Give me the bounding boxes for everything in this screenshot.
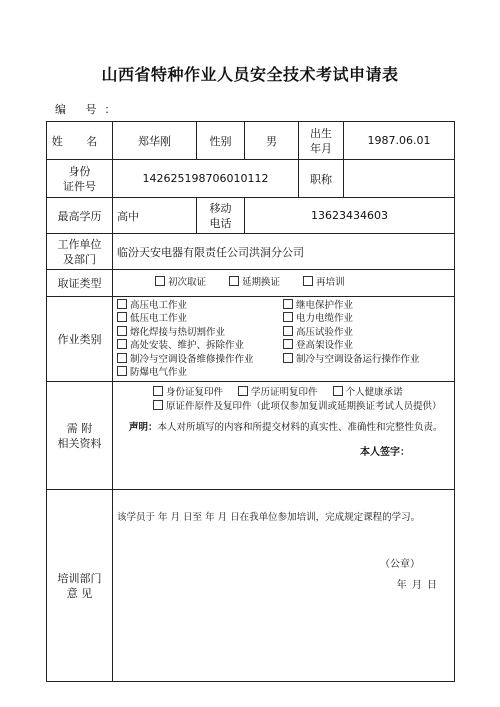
cert-type-label: 取证类型	[47, 270, 113, 297]
job-category-item[interactable]: 制冷与空调设备维修操作作业	[117, 353, 277, 367]
job-category-label: 作业类别	[47, 297, 113, 382]
checkbox-icon[interactable]	[117, 353, 127, 363]
job-category-item[interactable]: 电力电缆作业	[283, 312, 450, 326]
attachment-id-copy[interactable]: 身份证复印件	[153, 386, 223, 400]
checkbox-icon[interactable]	[153, 386, 163, 396]
id-number-label: 身份 证件号	[47, 160, 113, 198]
checkbox-icon[interactable]	[238, 386, 248, 396]
cert-type-options	[113, 270, 455, 297]
training-opinion-section	[113, 490, 455, 682]
application-form-table	[46, 121, 455, 682]
declaration: 声明：本人对所填写的内容和所提交材料的真实性、准确性和完整性负责。	[129, 422, 443, 433]
checkbox-icon[interactable]	[283, 312, 293, 322]
mobile-value[interactable]: 13623434603	[245, 198, 455, 234]
training-statement: 该学员于 年 月 日至 年 月 日在我单位参加培训，完成规定课程的学习。	[117, 512, 421, 523]
cert-type-retraining[interactable]: 再培训	[303, 276, 345, 290]
checkbox-icon[interactable]	[117, 326, 127, 336]
attachment-original-cert[interactable]: 原证件原件及复印件（此项仅参加复训或延期换证考试人员提供）	[117, 400, 450, 414]
job-category-item[interactable]: 高处安装、维护、拆除作业	[117, 339, 277, 353]
attachment-health-pledge[interactable]: 个人健康承诺	[333, 386, 403, 400]
work-unit-value[interactable]: 临汾天安电器有限责任公司洪洞分公司	[113, 234, 455, 270]
cert-type-initial[interactable]: 初次取证	[155, 276, 206, 290]
form-title: 山西省特种作业人员安全技术考试申请表	[101, 65, 399, 84]
work-unit-label: 工作单位 及部门	[47, 234, 113, 270]
job-title-value[interactable]	[344, 160, 455, 198]
name-value[interactable]: 郑华刚	[113, 122, 197, 160]
gender-label: 性别	[197, 122, 245, 160]
education-value[interactable]: 高中	[113, 198, 197, 234]
attachments-section	[113, 382, 455, 490]
form-number-label: 编 号：	[55, 103, 124, 116]
checkbox-icon[interactable]	[283, 339, 293, 349]
job-category-item[interactable]: 高压电工作业	[117, 299, 277, 313]
job-category-item[interactable]: 登高架设作业	[283, 339, 450, 353]
birth-label: 出生 年月	[299, 122, 344, 160]
checkbox-icon[interactable]	[117, 339, 127, 349]
job-category-item[interactable]: 熔化焊接与热切割作业	[117, 326, 277, 340]
name-label: 姓 名	[47, 122, 113, 160]
checkbox-icon[interactable]	[117, 299, 127, 309]
education-label: 最高学历	[47, 198, 113, 234]
gender-value[interactable]: 男	[245, 122, 299, 160]
job-category-item[interactable]: 制冷与空调设备运行操作作业	[283, 353, 450, 367]
job-category-item[interactable]: 低压电工作业	[117, 312, 277, 326]
birth-value[interactable]: 1987.06.01	[344, 122, 455, 160]
checkbox-icon[interactable]	[153, 400, 163, 410]
official-seal-label: （公章）	[380, 559, 420, 570]
checkbox-icon[interactable]	[229, 276, 239, 286]
training-opinion-label: 培训部门 意 见	[47, 490, 113, 682]
training-date: 年 月 日	[396, 580, 438, 591]
mobile-label: 移动 电话	[197, 198, 245, 234]
job-category-item[interactable]: 继电保护作业	[283, 299, 450, 313]
id-number-value[interactable]: 142625198706010112	[113, 160, 299, 198]
signature-label: 本人签字：	[360, 447, 410, 458]
checkbox-icon[interactable]	[333, 386, 343, 396]
checkbox-icon[interactable]	[283, 299, 293, 309]
job-title-label: 职称	[299, 160, 344, 198]
checkbox-icon[interactable]	[117, 366, 127, 376]
checkbox-icon[interactable]	[303, 276, 313, 286]
job-category-item[interactable]: 高压试验作业	[283, 326, 450, 340]
checkbox-icon[interactable]	[155, 276, 165, 286]
cert-type-renewal[interactable]: 延期换证	[229, 276, 280, 290]
attachment-education-copy[interactable]: 学历证明复印件	[238, 386, 318, 400]
checkbox-icon[interactable]	[283, 326, 293, 336]
job-category-item[interactable]: 防爆电气作业	[117, 366, 277, 380]
checkbox-icon[interactable]	[117, 312, 127, 322]
checkbox-icon[interactable]	[283, 353, 293, 363]
attachments-label: 需 附 相关资料	[47, 382, 113, 490]
job-category-options	[113, 297, 455, 382]
